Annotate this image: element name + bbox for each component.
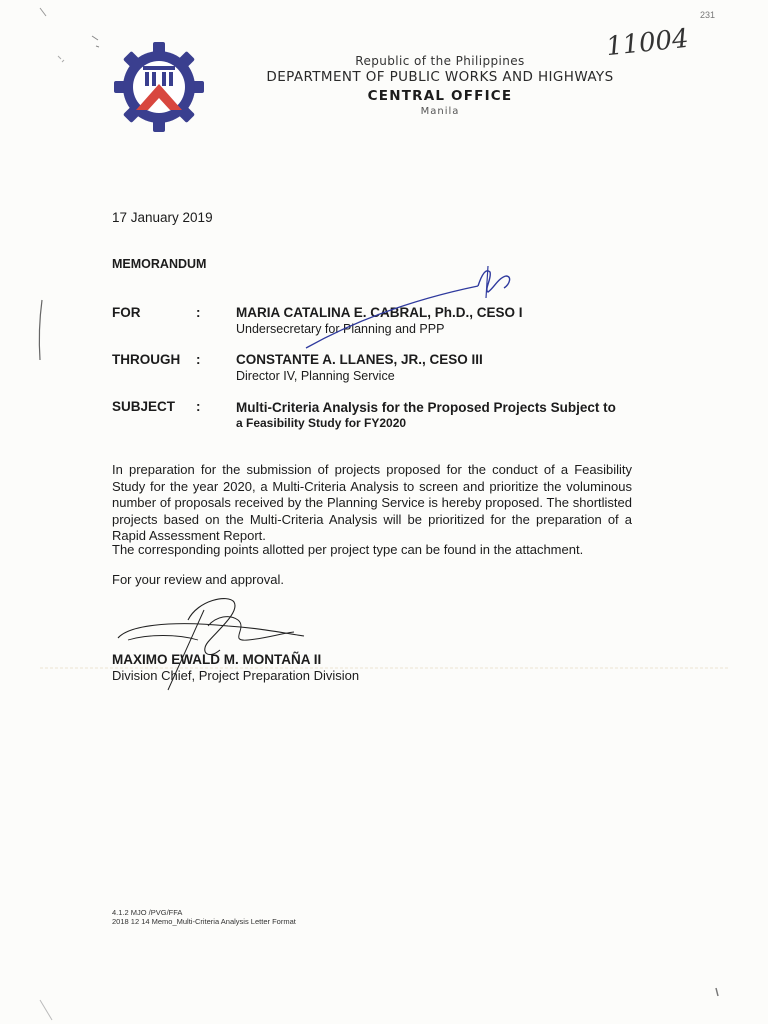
signatory-signature <box>108 590 318 700</box>
memo-date: 17 January 2019 <box>112 210 213 225</box>
body-paragraph-2: The corresponding points allotted per project type can be found in the attachment. <box>112 542 584 557</box>
memo-type: MEMORANDUM <box>112 257 207 271</box>
header-city: Manila <box>420 106 460 117</box>
through-title: Director IV, Planning Service <box>236 369 395 383</box>
header-department: DEPARTMENT OF PUBLIC WORKS AND HIGHWAYS <box>266 69 614 85</box>
body-paragraph-1: In preparation for the submission of projects proposed for the conduct of a Feasibility Study for the year 2020, a Multi-Criteria Analysis to screen and prioritize the voluminous number of proposals received by the Planning Service is hereby proposed. The shortlisted projects based on the Multi-Criteria Analysis will be prioritized for the preparation of a Rapid Assessment Report. <box>112 462 632 543</box>
handwritten-number: 11004 <box>604 23 691 63</box>
corner-number: 231 <box>700 10 716 20</box>
dpwh-logo <box>114 42 204 132</box>
subject-label: SUBJECT <box>112 399 176 414</box>
for-label: FOR <box>112 305 141 320</box>
footer-reference-2: 2018 12 14 Memo_Multi-Criteria Analysis Letter Format <box>112 917 296 926</box>
footer-reference-1: 4.1.2 MJO /PVG/FFA <box>112 908 183 917</box>
header-office: CENTRAL OFFICE <box>367 88 513 104</box>
for-colon: : <box>196 305 201 320</box>
for-title: Undersecretary for Planning and PPP <box>236 322 445 336</box>
header-republic: Republic of the Philippines <box>355 54 525 68</box>
initial-signature <box>300 258 530 358</box>
signatory-name: MAXIMO EWALD M. MONTAÑA II <box>112 652 322 667</box>
signatory-title: Division Chief, Project Preparation Division <box>112 668 360 683</box>
subject-colon: : <box>196 399 201 414</box>
subject-line-1: Multi-Criteria Analysis for the Proposed Projects Subject to <box>236 400 616 415</box>
for-name: MARIA CATALINA E. CABRAL, Ph.D., CESO I <box>236 305 523 320</box>
through-name: CONSTANTE A. LLANES, JR., CESO III <box>236 352 483 367</box>
body-paragraph-3: For your review and approval. <box>112 572 284 587</box>
subject-line-2: a Feasibility Study for FY2020 <box>236 416 407 430</box>
through-label: THROUGH <box>112 352 181 367</box>
through-colon: : <box>196 352 201 367</box>
